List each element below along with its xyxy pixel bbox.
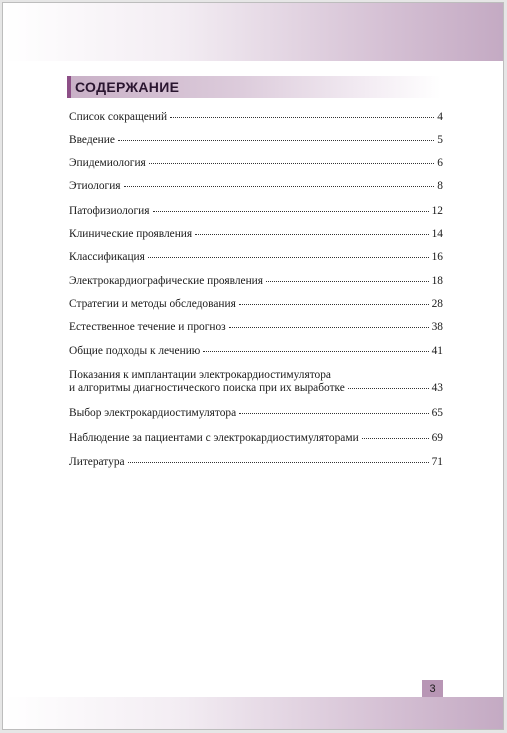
- toc-entry-page: 18: [431, 275, 443, 287]
- toc-entry[interactable]: [69, 157, 443, 170]
- toc-entry-title: Введение: [69, 134, 115, 146]
- dot-leader: [266, 281, 429, 282]
- footer-band: [3, 697, 503, 729]
- toc-entry-title: Классификация: [69, 251, 145, 263]
- toc-entry-title: Этиология: [69, 180, 121, 192]
- dot-leader: [195, 234, 428, 235]
- section-title-bar: [67, 76, 441, 98]
- toc-entry-page: 14: [431, 228, 443, 240]
- toc-entry-page: 69: [431, 432, 443, 444]
- toc-entry[interactable]: [69, 432, 443, 445]
- page-number: 3: [422, 680, 443, 698]
- toc-entry-page: 8: [437, 180, 443, 192]
- toc-entry-page: 28: [431, 298, 443, 310]
- toc-entry[interactable]: [69, 134, 443, 147]
- toc-entry-title: Патофизиология: [69, 205, 150, 217]
- dot-leader: [148, 257, 429, 258]
- toc-entry-title: Выбор электрокардиостимулятора: [69, 407, 237, 419]
- dot-leader: [170, 117, 434, 118]
- toc-entry[interactable]: [69, 298, 443, 311]
- toc-entry-title-line1: Показания к имплантации электрокардиостимулятора: [69, 369, 331, 381]
- document-page: [2, 2, 504, 730]
- toc-entry-page: 41: [431, 345, 443, 357]
- toc-entry-title: Общие подходы к лечению: [69, 345, 201, 357]
- toc-entry[interactable]: [69, 369, 443, 395]
- toc-entry-title: Стратегии и методы обследования: [69, 298, 236, 310]
- toc-entry-title: Клинические проявления: [69, 228, 193, 240]
- toc-entry[interactable]: [69, 407, 443, 420]
- header-band: [3, 3, 503, 61]
- toc-entry[interactable]: [69, 111, 443, 124]
- toc-entry[interactable]: [69, 345, 443, 358]
- toc-entry-page: 5: [437, 134, 443, 146]
- dot-leader: [118, 140, 434, 141]
- toc-entry-page: 4: [437, 111, 443, 123]
- toc-entry-page: 43: [431, 382, 443, 394]
- toc-entry[interactable]: [69, 180, 443, 193]
- toc-entry[interactable]: [69, 205, 443, 218]
- toc-entry[interactable]: [69, 275, 443, 288]
- dot-leader: [128, 462, 429, 463]
- toc-entry-page: 71: [431, 456, 443, 468]
- dot-leader: [153, 211, 429, 212]
- toc-entry-title: Эпидемиология: [69, 157, 146, 169]
- toc-entry[interactable]: [69, 228, 443, 241]
- toc-entry-title: Электрокардиографические проявления: [69, 275, 264, 287]
- toc-entry-page: 38: [431, 321, 443, 333]
- dot-leader: [348, 388, 429, 389]
- toc-entry-title: Литература: [69, 456, 125, 468]
- toc-entry-page: 65: [431, 407, 443, 419]
- toc-entry-page: 16: [431, 251, 443, 263]
- toc-entry-title: Естественное течение и прогноз: [69, 321, 226, 333]
- dot-leader: [124, 186, 435, 187]
- toc-entry[interactable]: [69, 456, 443, 469]
- toc-entry-title-line2: и алгоритмы диагностического поиска при их выработке: [69, 382, 345, 394]
- toc-entry-title: Список сокращений: [69, 111, 168, 123]
- dot-leader: [229, 327, 429, 328]
- toc-entry-page: 12: [431, 205, 443, 217]
- dot-leader: [149, 163, 434, 164]
- dot-leader: [239, 413, 428, 414]
- toc-entry[interactable]: [69, 251, 443, 264]
- toc-entry[interactable]: [69, 321, 443, 334]
- toc-entry-title: Наблюдение за пациентами с электрокардиостимуляторами: [69, 432, 359, 444]
- toc-entry-page: 6: [437, 157, 443, 169]
- dot-leader: [239, 304, 429, 305]
- section-title: СОДЕРЖАНИЕ: [75, 79, 180, 95]
- dot-leader: [203, 351, 428, 352]
- dot-leader: [362, 438, 429, 439]
